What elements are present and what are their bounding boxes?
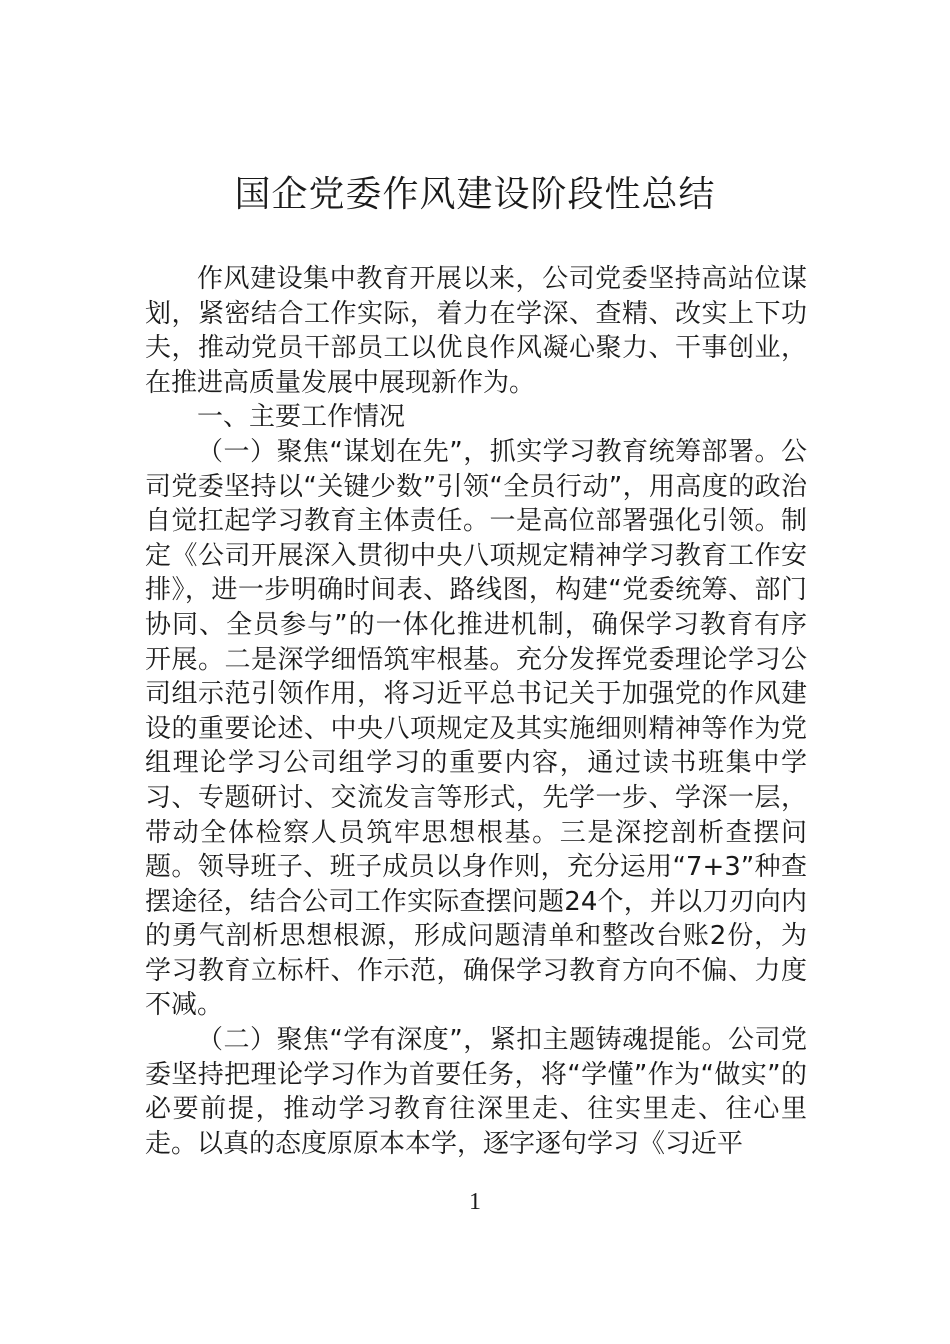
document-title: 国企党委作风建设阶段性总结	[234, 174, 716, 215]
intro-paragraph: 作风建设集中教育开展以来，公司党委坚持高站位谋划，紧密结合工作实际，着力在学深、查精、改实上下功夫，推动党员干部员工以优良作风凝心聚力、干事创业，在推进高质量发展中展现新作为。	[145, 264, 807, 398]
body-paragraph: （一）聚焦“谋划在先”，抓实学习教育统筹部署。公司党委坚持以“关键少数”引领“全员行动”，用高度的政治自觉扛起学习教育主体责任。一是高位部署强化引领。制定《公司开展深入贯彻中央八项规定精神学习教育工作安排》，进一步明确时间表、路线图，构建“党委统筹、部门协同、全员参与”的一体化推进机制，确保学习教育有序开展。二是深学细悟筑牢根基。充分发挥党委理论学习公司组示范引领作用，将习近平总书记关于加强党的作风建设的重要论述、中央八项规定及其实施细则精神等作为党组理论学习公司组学习的重要内容，通过读书班集中学习、专题研讨、交流发言等形式，先学一步、学深一层，带动全体检察人员筑牢思想根基。三是深挖剖析查摆问题。领导班子、班子成员以身作则，充分运用“7+3”种查摆途径，结合公司工作实际查摆问题24个，并以刀刃向内的勇气剖析思想根源，形成问题清单和整改台账2份，为学习教育立标杆、作示范，确保学习教育方向不偏、力度不减。	[145, 436, 807, 1021]
page-number: 1	[469, 1189, 481, 1215]
document-body	[145, 262, 807, 1161]
body-paragraph: （二）聚焦“学有深度”，紧扣主题铸魂提能。公司党委坚持把理论学习作为首要任务，将“学懂”作为“做实”的必要前提，推动学习教育往深里走、往实里走、往心里走。以真的态度原原本本学，逐字逐句学习《习近平	[145, 1025, 807, 1159]
section-heading: 一、主要工作情况	[197, 402, 406, 433]
